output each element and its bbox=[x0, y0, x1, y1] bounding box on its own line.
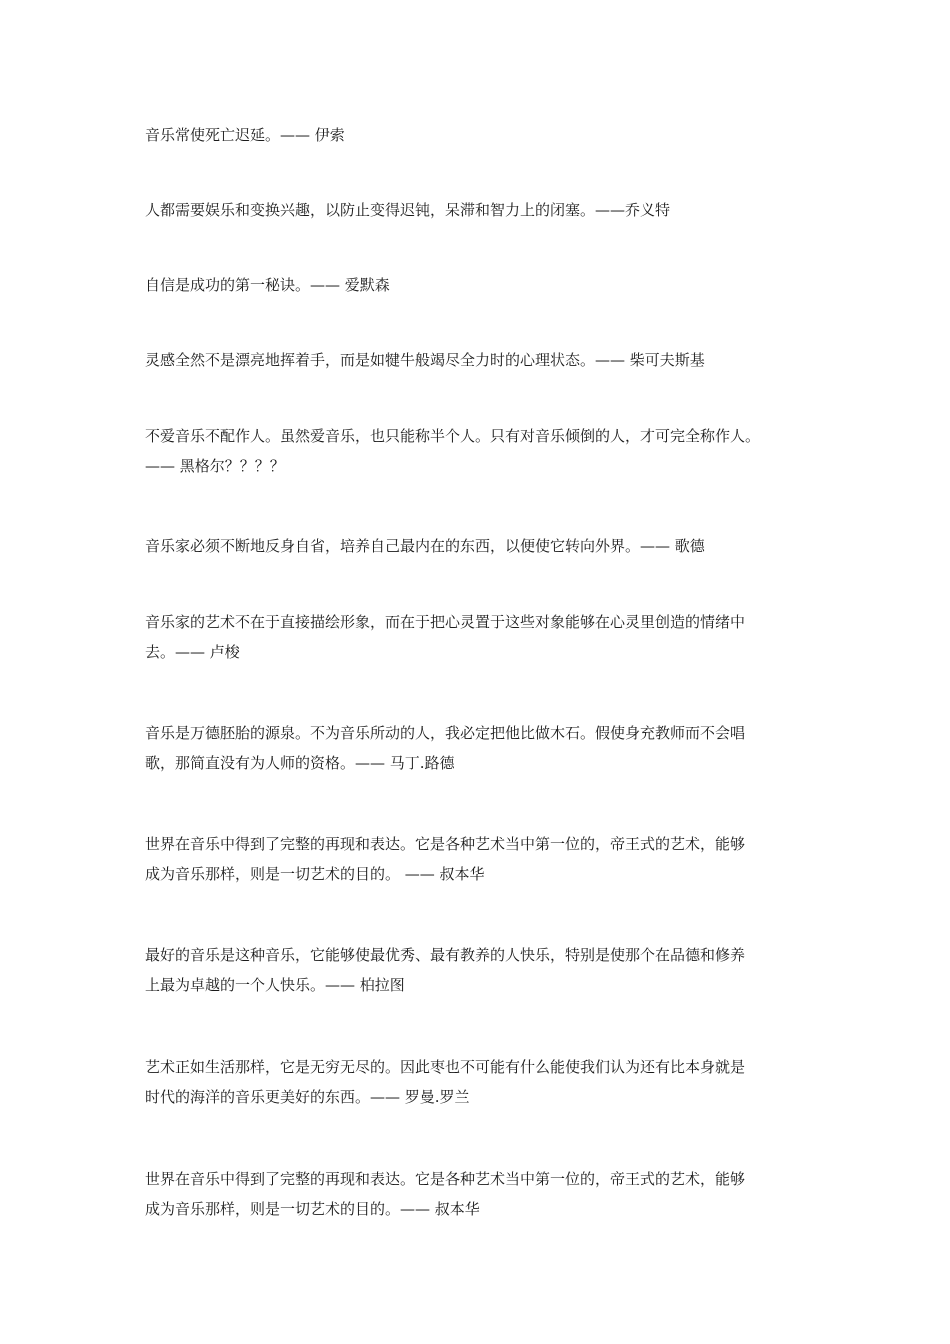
quote-paragraph: 灵感全然不是漂亮地挥着手，而是如犍牛般竭尽全力时的心理状态。—— 柴可夫斯基 bbox=[145, 351, 705, 369]
quote-paragraph: 音乐家的艺术不在于直接描绘形象，而在于把心灵置于这些对象能够在心灵里创造的情绪中 去。—— 卢梭 bbox=[145, 613, 746, 661]
quote-paragraph: 世界在音乐中得到了完整的再现和表达。它是各种艺术当中第一位的，帝王式的艺术，能够 成为音乐那样，则是一切艺术的目的。—— 叔本华 bbox=[145, 1170, 746, 1218]
quote-paragraph: 最好的音乐是这种音乐，它能够使最优秀、最有教养的人快乐，特别是使那个在品德和修养 上最为卓越的一个人快乐。—— 柏拉图 bbox=[145, 946, 746, 994]
quote-paragraph: 艺术正如生活那样，它是无穷无尽的。因此枣也不可能有什么能使我们认为还有比本身就是 时代的海洋的音乐更美好的东西。—— 罗曼.罗兰 bbox=[145, 1058, 746, 1106]
quote-paragraph: 自信是成功的第一秘诀。—— 爱默森 bbox=[145, 276, 390, 294]
quote-paragraph: 音乐家必须不断地反身自省，培养自己最内在的东西，以便使它转向外界。—— 歌德 bbox=[145, 537, 705, 555]
quote-paragraph: 人都需要娱乐和变换兴趣，以防止变得迟钝，呆滞和智力上的闭塞。——乔义特 bbox=[145, 201, 671, 219]
quote-paragraph: 音乐常使死亡迟延。—— 伊索 bbox=[145, 126, 345, 144]
quote-paragraph: 世界在音乐中得到了完整的再现和表达。它是各种艺术当中第一位的，帝王式的艺术，能够 成为音乐那样，则是一切艺术的目的。 —— 叔本华 bbox=[145, 835, 746, 883]
quote-paragraph: 不爱音乐不配作人。虽然爱音乐，也只能称半个人。只有对音乐倾倒的人，才可完全称作人。 —— 黑格尔？？？？ bbox=[145, 427, 761, 475]
quote-paragraph: 音乐是万德胚胎的源泉。不为音乐所动的人，我必定把他比做木石。假使身充教师而不会唱 歌，那简直没有为人师的资格。—— 马丁.路德 bbox=[145, 724, 746, 772]
